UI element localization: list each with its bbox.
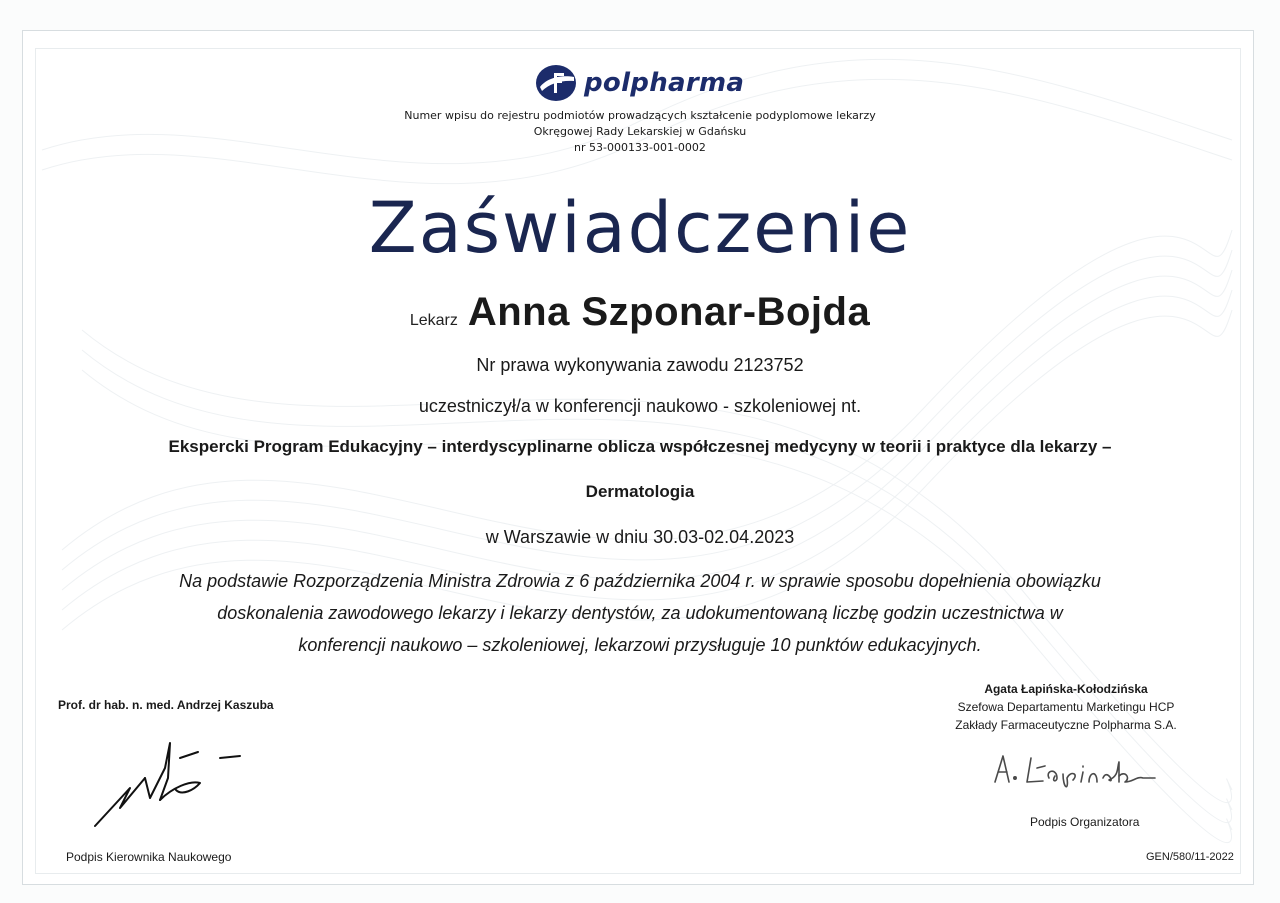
legal-basis-text <box>120 565 1160 661</box>
program-subject: Dermatologia <box>585 482 695 501</box>
organizer-caption: Podpis Organizatora <box>1030 815 1140 829</box>
recipient-prefix: Lekarz <box>409 312 458 329</box>
scientific-director-caption: Podpis Kierownika Naukowego <box>66 850 232 864</box>
legal-line-3: konferencji naukowo – szkoleniowej, lekarzowi przysługuje 10 punktów edukacyjnych. <box>298 635 982 655</box>
license-number: Nr prawa wykonywania zawodu 2123752 <box>476 355 804 375</box>
recipient-line <box>0 288 1280 345</box>
participation-text: uczestniczył/a w konferencji naukowo - szkoleniowej nt. <box>418 396 862 416</box>
logo-wordmark: polpharma <box>584 68 745 98</box>
polpharma-logo <box>534 62 744 104</box>
organizer-company: Zakłady Farmaceutyczne Polpharma S.A. <box>955 718 1177 732</box>
registry-line-3: nr 53-000133-001-0002 <box>574 141 706 154</box>
certificate-title: Zaświadczenie <box>368 187 912 269</box>
program-title: Ekspercki Program Edukacyjny – interdyscyplinarne oblicza współczesnej medycyny w teorii i praktyce dla lekarzy – <box>168 437 1112 456</box>
registry-line-1: Numer wpisu do rejestru podmiotów prowadzących kształcenie podyplomowe lekarzy <box>404 109 876 122</box>
legal-line-2: doskonalenia zawodowego lekarzy i lekarzy dentystów, za udokumentowaną liczbę godzin uczestnictwa w <box>217 603 1063 623</box>
organizer-role: Szefowa Departamentu Marketingu HCP <box>957 700 1175 714</box>
organizer-info <box>930 680 1202 734</box>
registry-line-2: Okręgowej Rady Lekarskiej w Gdańsku <box>533 125 747 138</box>
place-and-date: w Warszawie w dniu 30.03-02.04.2023 <box>485 527 795 547</box>
document-code: GEN/580/11-2022 <box>1146 851 1234 863</box>
polpharma-logo-icon <box>534 63 578 103</box>
organizer-signature <box>985 748 1165 796</box>
scientific-director-signature <box>90 738 250 833</box>
registry-info <box>0 108 1280 156</box>
recipient-name: Anna Szponar-Bojda <box>467 290 871 334</box>
organizer-name: Agata Łapińska-Kołodzińska <box>984 682 1148 696</box>
legal-line-1: Na podstawie Rozporządzenia Ministra Zdrowia z 6 października 2004 r. w sprawie sposobu dopełnienia obowiązku <box>179 571 1101 591</box>
scientific-director-name: Prof. dr hab. n. med. Andrzej Kaszuba <box>58 698 274 712</box>
